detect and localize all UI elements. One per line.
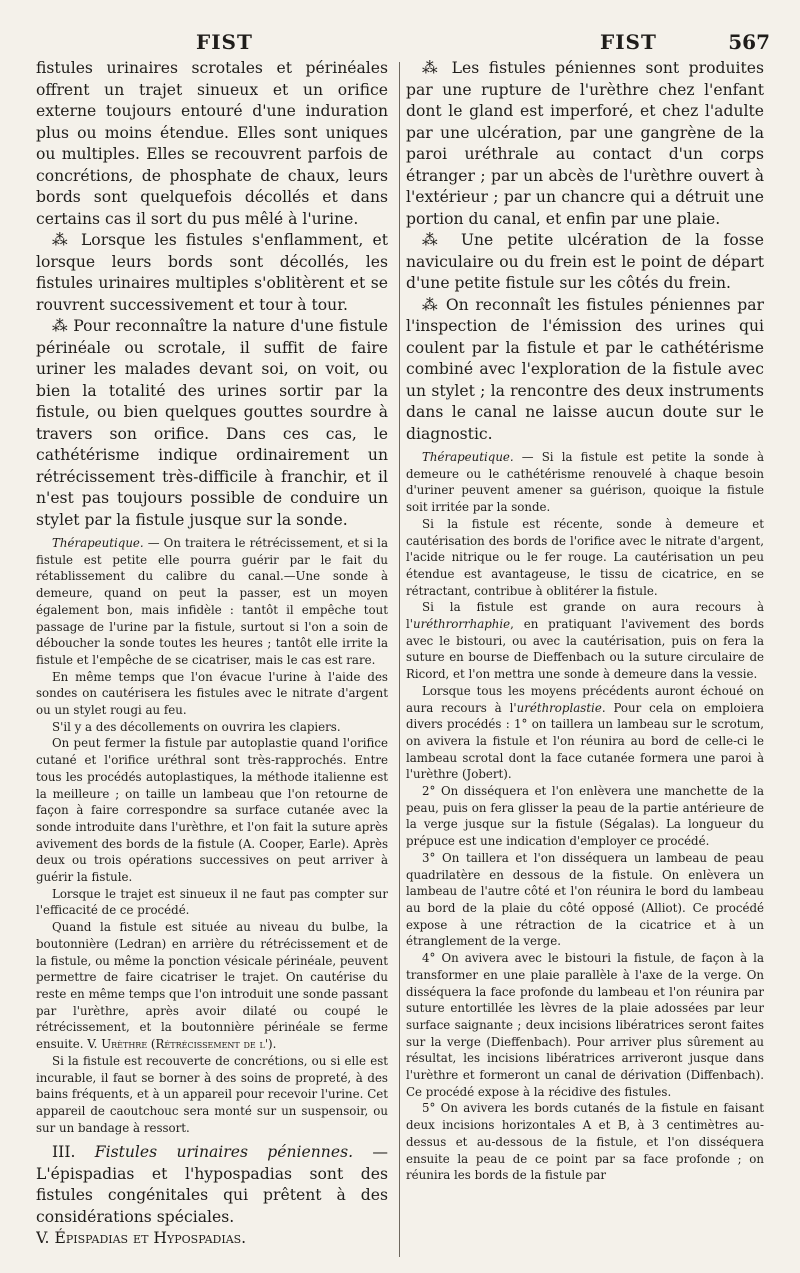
- paragraph-text: , en pratiquant l'avivement des bords avec le bistouri, ou avec la cautérisation, puis on fera la suture en bourse de Dieffenbach ou la suture circulaire de Ricord, et l'on mettra une sonde à demeure dans la vessie.: [406, 617, 764, 682]
- section-text: — L'épispadias et l'hypospadias sont des fistules congénitales qui prêtent à des considérations spéciales.: [36, 1143, 388, 1226]
- paragraph-text: . Pour cela on emploiera divers procédés : 1° on taillera un lambeau sur le scrotum, on avivera la fistule et l'on réunira au bord de celle-ci le lambeau scrotal dont la face cutanée formera une paroi à l'urèthre (Jobert).: [406, 700, 764, 782]
- paragraph: Lorsque le trajet est sinueux il ne faut pas compter sur l'efficacité de ce procédé.: [36, 886, 388, 918]
- cross-reference: Épispadias et Hypospadias.: [54, 1229, 247, 1248]
- page-header: [30, 30, 770, 56]
- page-number: 567: [728, 30, 770, 54]
- cross-reference: Urèthre (Rétrécissement de l').: [101, 1037, 277, 1052]
- running-head-right: FIST: [600, 30, 657, 54]
- right-column: [406, 58, 764, 1263]
- section-number: III.: [52, 1143, 76, 1162]
- therapeutique-label: Thérapeutique.: [422, 450, 514, 464]
- section-title: Fistules urinaires péniennes.: [94, 1143, 354, 1162]
- paragraph: [406, 599, 764, 683]
- paragraph: On peut fermer la fistule par autoplastie quand l'orifice cutané et l'orifice uréthral sont très-rapprochés. Entre tous les procédés autoplastiques, la méthode italienne est la meilleure ; on taille un lambeau que l'on retourne de façon à faire correspondre sa surface cutanée avec la sonde introduite dans l'urèthre, et l'on fait la suture après avivement des bords de la fistule (A. Cooper, Earle). Après deux ou trois opérations successives on peut arriver à guérir la fistule.: [36, 736, 388, 885]
- paragraph-text: Si la fistule est grande on aura recours à l': [406, 600, 764, 632]
- paragraph: fistules urinaires scrotales et périnéales offrent un trajet sinueux et un orifice externe toujours entouré d'une induration plus ou moins étendue. Elles sont uniques ou multiples. Elles se recouvrent parfois de concrétions, de phosphate de chaux, leurs bords sont quelquefois décollés et dans certains cas il sort du pus mêlé à l'urine.: [36, 59, 388, 228]
- paragraph: S'il y a des décollements on ouvrira les clapiers.: [52, 719, 341, 734]
- paragraph: ⁂ On reconnaît les fistules péniennes par l'inspection de l'émission des urines qui coulent par la fistule et par le cathétérisme combiné avec l'exploration de la fistule avec un stylet ; la rencontre des deux instruments dans le canal ne laisse aucun doute sur le diagnostic.: [406, 295, 764, 443]
- paragraph: En même temps que l'on évacue l'urine à l'aide des sondes on cautérisera les fistules avec le nitrate d'argent ou un stylet rougi au feu.: [36, 669, 388, 718]
- paragraph: 5° On avivera les bords cutanés de la fistule en faisant deux incisions horizontales A et B, à 3 centimètres au-dessus et au-dessous de la fistule, et l'on disséquera ensuite la peau de ce point par sa face profonde ; on réunira les bords de la fistule par: [406, 1101, 764, 1183]
- term-urethroplastie: uréthroplastie: [516, 700, 602, 715]
- paragraph-with-xref: [36, 919, 388, 1053]
- see-also-line: [36, 1228, 388, 1250]
- paragraph-text: Quand la fistule est située au niveau du bulbe, la boutonnière (Ledran) en arrière du rétrécissement et de la fistule, ou même la ponction vésicale périnéale, peuvent permettre de faire cicatriser le trajet. On cautérise du reste en même temps que l'on introduit une sonde passant par l'urèthre, après avoir dilaté ou coupé le rétrécissement, et la boutonnière périnéale se ferme ensuite. V.: [36, 920, 388, 1052]
- paragraph: Si la fistule est récente, sonde à demeure et cautérisation des bords de l'orifice avec le nitrate d'argent, l'acide nitrique ou le fer rouge. La cautérisation un peu étendue est avantageuse, le tissu de cicatrice, en se rétractant, contribue à oblitérer la fistule.: [406, 516, 764, 598]
- paragraph: Si la fistule est recouverte de concrétions, ou si elle est incurable, il faut se borner à des soins de propreté, à des bains fréquents, et à un appareil pour recevoir l'urine. Cet appareil de caoutchouc sera monté sur un suspensoir, ou sur un bandage à ressort.: [36, 1053, 388, 1135]
- running-head-left: FIST: [196, 30, 253, 54]
- section-paragraph: [36, 1142, 388, 1228]
- therapeutique-paragraph: [406, 449, 764, 516]
- therapeutique-label: Thérapeutique.: [52, 536, 144, 550]
- see-also-prefix: V.: [36, 1229, 55, 1248]
- paragraph: ⁂ Pour reconnaître la nature d'une fistule périnéale ou scrotale, il suffit de faire uriner les malades devant soi, on voit, ou bien la totalité des urines sortir par la fistule, ou bien quelques gouttes sourdre à travers son orifice. Dans ces cas, le cathétérisme indique ordinairement un rétrécissement très-difficile à franchir, et il n'est pas toujours possible de conduire un stylet par la fistule jusque sur la sonde.: [36, 317, 388, 529]
- therapeutique-text: — On traitera le rétrécissement, et si la fistule est petite elle pourra guérir par le fait du rétablissement du calibre du canal.—Une sonde à demeure, quand on peut la passer, est un moyen également bon, mais infidèle : tantôt il empêche tout passage de l'urine par la fistule, surtout si l'on a soin de déboucher la sonde toutes les heures ; tantôt elle irrite la fistule et l'empêche de se cicatriser, mais le cas est rare.: [36, 536, 388, 667]
- therapeutique-paragraph: [36, 535, 388, 669]
- paragraph: 2° On disséquera et l'on enlèvera une manchette de la peau, puis on fera glisser la peau de la partie antérieure de la verge jusque sur la fistule (Ségalas). La longueur du prépuce est une indication d'employer ce procédé.: [406, 784, 764, 849]
- paragraph-text: Lorsque tous les moyens précédents auront échoué on aura recours à l': [406, 683, 764, 715]
- paragraph: 3° On taillera et l'on disséquera un lambeau de peau quadrilatère en dessous de la fistule. On enlèvera un lambeau de l'autre côté et l'on réunira le bord du lambeau au bord de la plaie du côté opposé (Alliot). Ce procédé expose à une rétraction de la cicatrice et à un étranglement de la verge.: [406, 850, 764, 949]
- left-column: [36, 58, 388, 1263]
- term-urethrorrhaphie: uréthrorrhaphie: [413, 617, 511, 632]
- paragraph: ⁂ Une petite ulcération de la fosse naviculaire ou du frein est le point de départ d'une petite fistule sur les côtés du frein.: [406, 231, 764, 292]
- paragraph: 4° On avivera avec le bistouri la fistule, de façon à la transformer en une plaie parallèle à l'axe de la verge. On disséquera la face profonde du lambeau et l'on réunira par suture entortillée les lèvres de la plaie adossées par leur surface saignante ; deux incisions libératrices seront faites sur la verge (Dieffenbach). Pour arriver plus sûrement au résultat, les incisions libératrices arriveront jusque dans l'urèthre et formeront un canal de dérivation (Diffenbach). Ce procédé expose à la récidive des fistules.: [406, 951, 764, 1099]
- therapeutique-text: — Si la fistule est petite la sonde à demeure ou le cathétérisme renouvelé à chaque besoin d'uriner peuvent amener sa guérison, quoique la fistule soit irritée par la sonde.: [406, 450, 764, 515]
- column-divider: [399, 62, 400, 1257]
- paragraph: [406, 683, 764, 783]
- paragraph: ⁂ Les fistules péniennes sont produites par une rupture de l'urèthre chez l'enfant dont le gland est imperforé, et chez l'adulte par une ulcération, par une gangrène de la paroi uréthrale au contact d'un corps étranger ; par un abcès de l'urèthre ouvert à l'extérieur ; par un chancre qui a détruit une portion du canal, et enfin par une plaie.: [406, 59, 764, 228]
- paragraph: ⁂ Lorsque les fistules s'enflamment, et lorsque leurs bords sont décollés, les fistules urinaires multiples s'oblitèrent et se rouvrent successivement et tour à tour.: [36, 231, 388, 314]
